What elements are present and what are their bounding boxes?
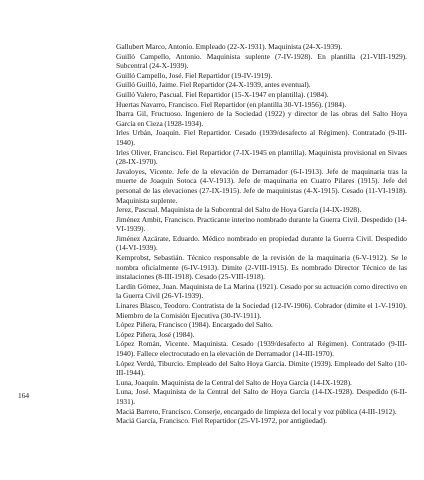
list-item: Irles Oliver, Francisco. Fiel Repartidor (7-IX-1945 en plantilla). Maquinista provisional en Sivaes (28-IX-1970). [116, 147, 407, 167]
list-item: Luna, Joaquín. Maquinista de la Central del Salto de Hoya García (14-IX-1928). [116, 377, 352, 387]
list-item: López Piñera, Francisco (1984). Encargado del Salto. [116, 320, 273, 330]
list-item: Guilló Campello, Antonio. Maquinista suplente (7-IV-1928). En plantilla (21-VIII-1929). Subcentral (24-X-1939). [116, 51, 407, 71]
list-item: Lardín Gómez, Juan. Maquinista de La Marina (1921). Cesado por su actuación como directivo en la Guerra Civil (26-VI-1939). [116, 281, 407, 301]
personnel-entry-list [116, 42, 407, 426]
list-item: Guilló Campello, José. Fiel Repartidor (19-IV-1919). [116, 70, 273, 80]
list-item: Luna, José. Maquinista de la Central del Salto de Hoya García (14-IX-1928). Despedido (6-II-1931). [116, 387, 407, 406]
list-item: López Román, Vicente. Maquinista. Cesado (1939/desafecto al Régimen). Contratado (9-III-1940). Fallece electrocutado en la elevación de Derramador (14-III-1970). [116, 339, 407, 358]
list-item: López Verdú, Tiburcio. Empleado del Salto Hoya García. Dimite (1939). Empleado del Salto (10-III-1944). [116, 358, 407, 378]
list-item: Kemprobst, Sebastián. Técnico responsable de la revisión de la maquinaria (6-V-1912). Se le nombra oficialmente (6-IV-1913). Dimite (2-VIII-1915). Es nombrado Director Técnico de las instalaciones (8-III-1918). Cesado (25-VIII-1918). [116, 253, 407, 282]
list-item: Jiménez Ambit, Francisco. Practicante interino nombrado durante la Guerra Civil. Despedido (14-VI-1939). [116, 214, 407, 234]
list-item: Gallubert Marco, Antonio. Empleado (22-X-1931). Maquinista (24-X-1939). [116, 42, 343, 51]
list-item: López Piñera, José (1984). [116, 329, 195, 339]
list-item: Javaloyes, Vicente. Jefe de la elevación de Derramador (6-I-1913). Jefe de maquinaria tras la muerte de Joaquín Sotoca (4-V-1913). Jefe de maquinaria en Cuatro Pilares (1915). Jefe del personal de las elevaciones (27-IX-1915). Jefe de maquinistas (4-X-1915). Cesado (11-VI-1918). Maquinista suplente. [116, 166, 407, 205]
list-item: Jerez, Pascual. Maquinista de la Subcentral del Salto de Hoya García (14-IX-1928). [116, 205, 362, 215]
list-item: Maciá Barreto, Francisco. Conserje, encargado de limpieza del local y voz pública (4-III-1912). [116, 406, 397, 416]
list-item: Ibarra Gil, Fructuoso. Ingeniero de la Sociedad (1922) y director de las obras del Salto Hoya García en Cieza (1928-1934). [116, 109, 407, 128]
list-item: Jiménez Azcárate, Eduardo. Médico nombrado en propiedad durante la Guerra Civil. Despedido (14-VI-1939). [116, 233, 407, 253]
list-item: Linares Blasco, Teodoro. Contratista de la Sociedad (12-IV-1906). Cobrador (dimite el 1-V-1910). Miembro de la Comisión Ejecutiva (30-IV-1911). [116, 301, 407, 320]
page-number: 164 [18, 391, 30, 400]
list-item: Irles Urbán, Joaquín. Fiel Repartidor. Cesado (1939/desafecto al Régimen). Contratado (9-III-1940). [116, 128, 407, 147]
list-item: Huertas Navarro, Francisco. Fiel Repartidor (en plantilla 30-VI-1956). (1984). [116, 99, 347, 109]
list-item: Maciá García, Francisco. Fiel Repartidor (25-VI-1972, por antigüedad). [116, 416, 328, 426]
list-item: Guilló Valero, Pascual. Fiel Repartidor (15-X-1947 en plantilla). (1984). [116, 89, 329, 99]
list-item: Guilló Guilló, Jaime. Fiel Repartidor (24-X-1939, antes eventual). [116, 80, 311, 90]
